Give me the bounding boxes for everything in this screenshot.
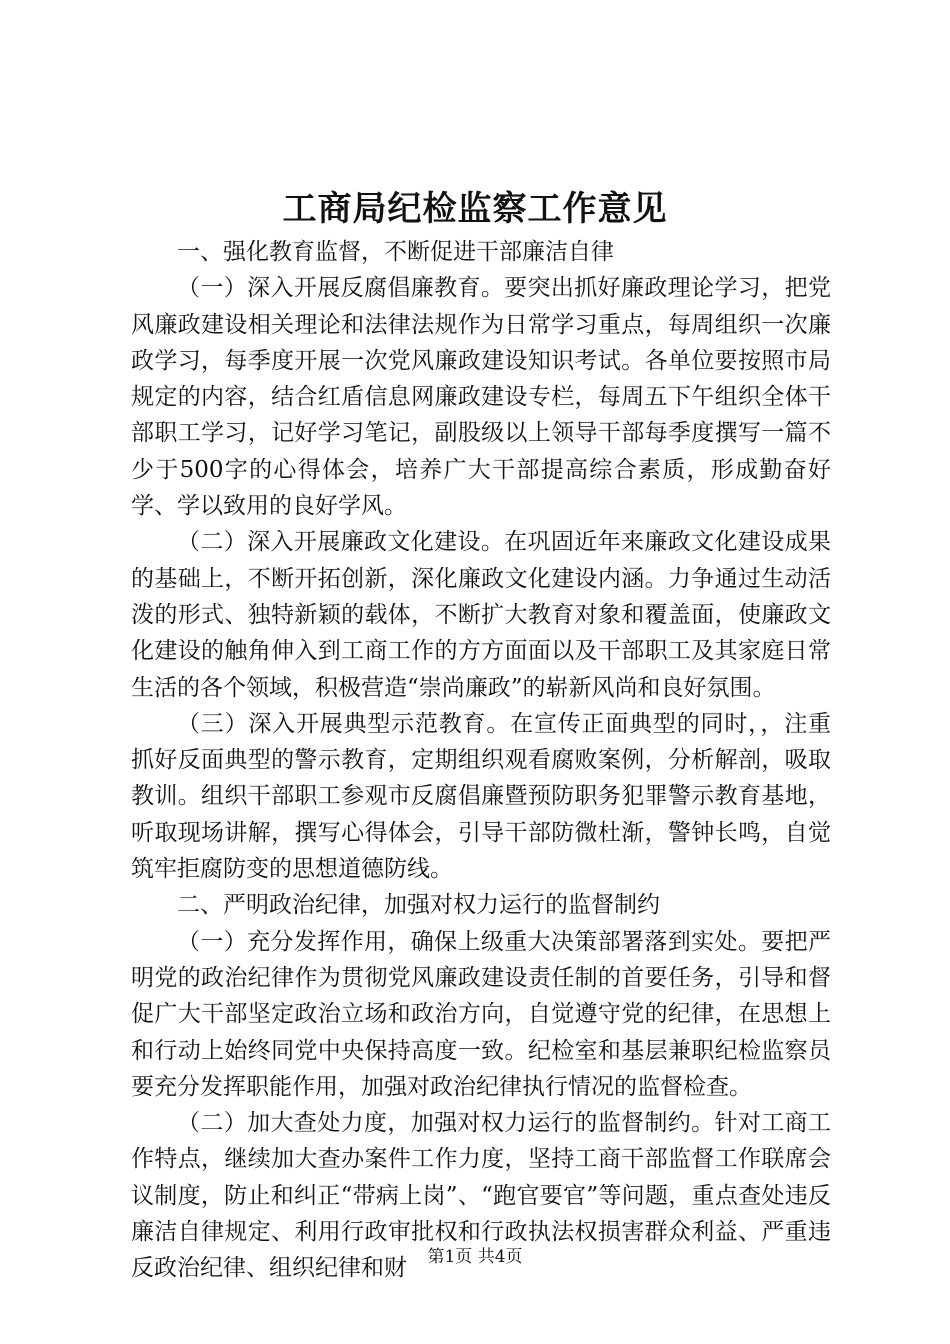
paragraph: （一）深入开展反腐倡廉教育。要突出抓好廉政理论学习，把党风廉政建设相关理论和法律法规作为日常学习重点，每周组织一次廉政学习，每季度开展一次党风廉政建设知识考试。各单位要按照市局规定的内容，结合红盾信息网廉政建设专栏，每周五下午组织全体干部职工学习，记好学习笔记，副股级以上领导干部每季度撰写一篇不少于500字的心得体会，培养广大干部提高综合素质，形成勤奋好学、学以致用的良好学风。 (131, 275, 831, 520)
document-title: 工商局纪检监察工作意见 (282, 189, 668, 229)
section-heading-1: 一、强化教育监督，不断促进干部廉洁自律 (177, 239, 614, 265)
document-body (131, 234, 831, 1287)
section-heading-2: 二、严明政治纪律，加强对权力运行的监督制约 (177, 892, 660, 919)
paragraph: （二）加大查处力度，加强对权力运行的监督制约。针对工商工作特点，继续加大查办案件工作力度，坚持工商干部监督工作联席会议制度，防止和纠正“带病上岗”、“跑官要官”等问题，重点查处违反廉洁自律规定、利用行政审批权和行政执法权损害群众利益、严重违反政治纪律、组织纪律和财 (131, 1110, 831, 1282)
paragraph: （三）深入开展典型示范教育。在宣传正面典型的同时，，注重抓好反面典型的警示教育，定期组织观看腐败案例，分析解剖，吸取教训。组织干部职工参观市反腐倡廉暨预防职务犯罪警示教育基地，听取现场讲解，撰写心得体会，引导干部防微杜渐，警钟长鸣，自觉筑牢拒腐防变的思想道德防线。 (131, 710, 831, 883)
paragraph: （一）充分发挥作用，确保上级重大决策部署落到实处。要把严明党的政治纪律作为贯彻党风廉政建设责任制的首要任务，引导和督促广大干部坚定政治立场和政治方向，自觉遵守党的纪律，在思想上和行动上始终同党中央保持高度一致。纪检室和基层兼职纪检监察员要充分发挥职能作用，加强对政治纪律执行情况的监督检查。 (131, 928, 831, 1100)
paragraph: （二）深入开展廉政文化建设。在巩固近年来廉政文化建设成果的基础上，不断开拓创新，深化廉政文化建设内涵。力争通过生动活泼的形式、独特新颖的载体，不断扩大教育对象和覆盖面，使廉政文化建设的触角伸入到工商工作的方方面面以及干部职工及其家庭日常生活的各个领域，积极营造“崇尚廉政”的崭新风尚和良好氛围。 (131, 529, 831, 701)
page-number-footer: 第1页 共4页 (427, 1247, 523, 1267)
